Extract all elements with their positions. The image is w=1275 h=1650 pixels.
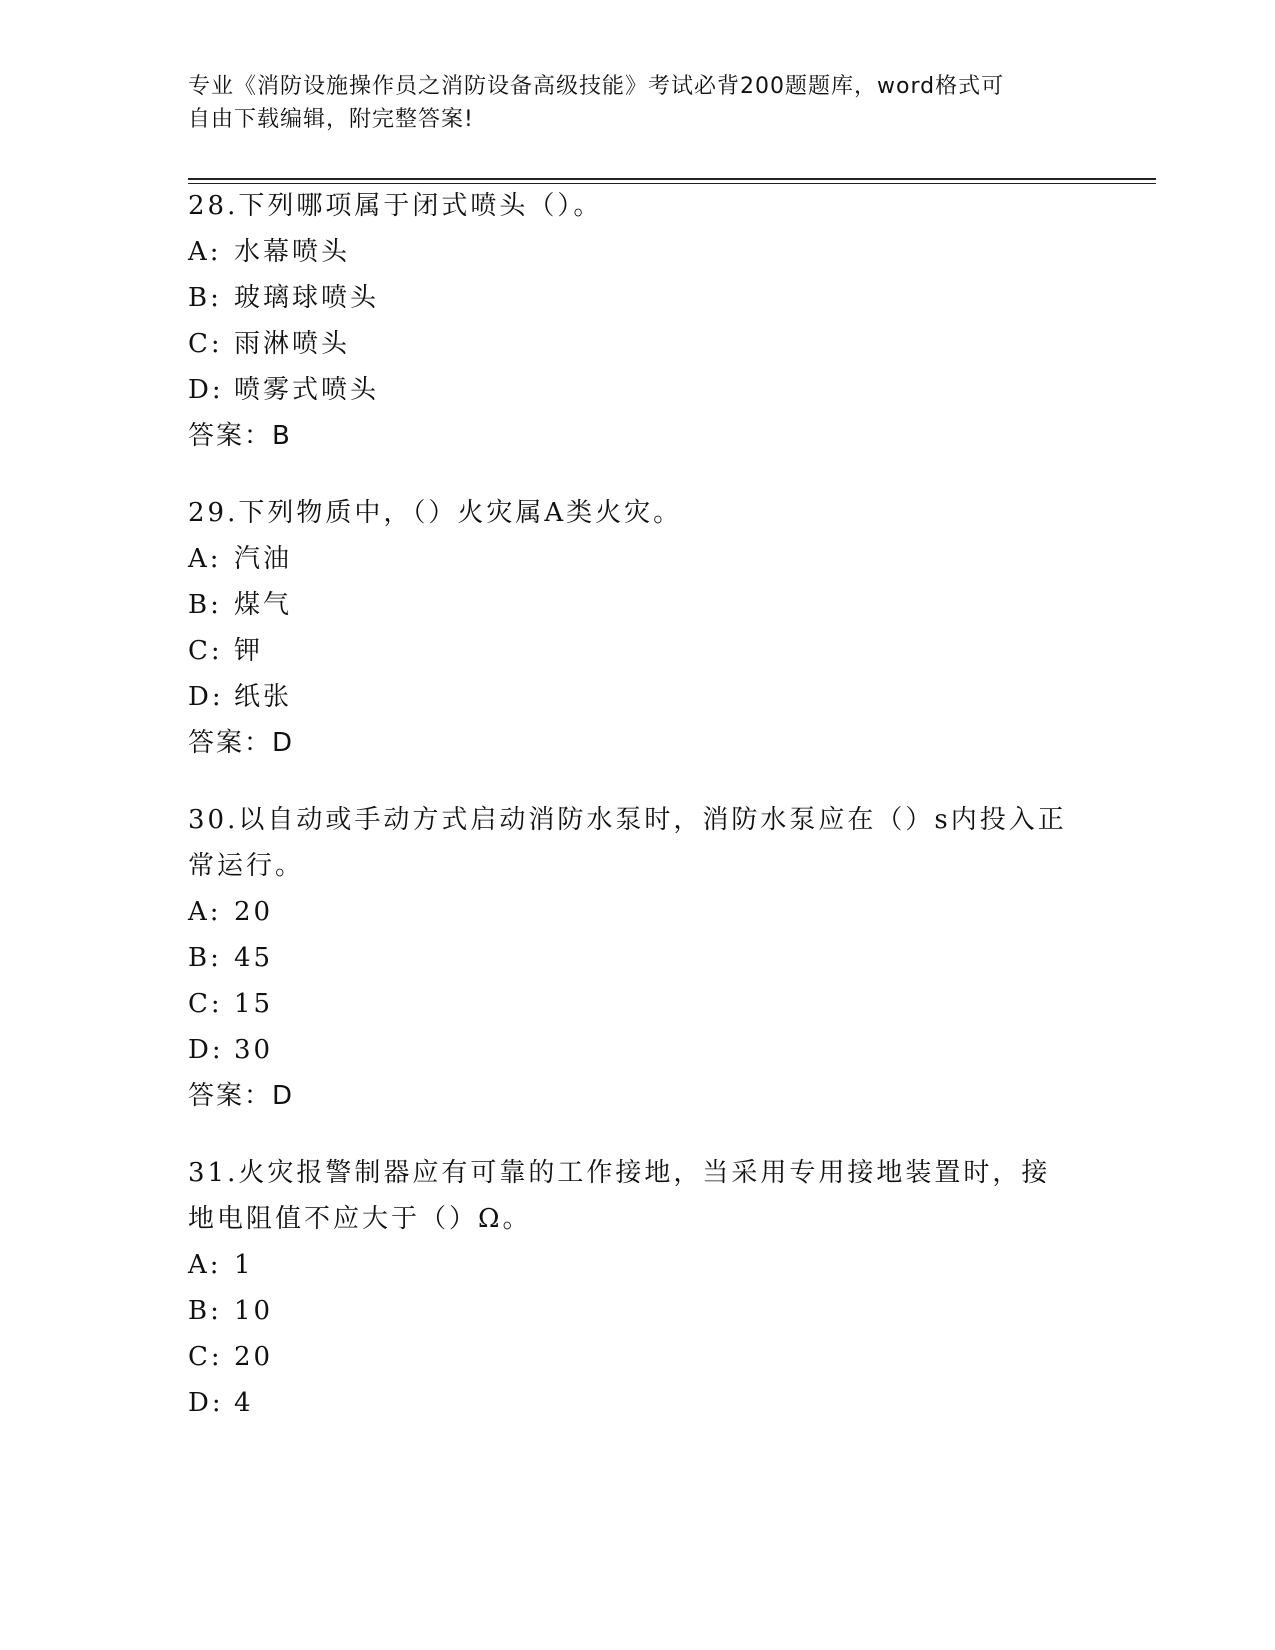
question-block-31 [188, 1150, 1068, 1426]
option-key: B: [188, 590, 222, 620]
question-block-29 [188, 490, 1068, 766]
option-d [188, 1380, 1068, 1426]
option-key: A: [188, 897, 222, 927]
option-text: 15 [234, 989, 274, 1019]
option-text: 20 [234, 1342, 274, 1372]
option-text: 喷雾式喷头 [234, 375, 380, 405]
question-text: 30.以自动或手动方式启动消防水泵时，消防水泵应在（）s内投入正常运行。 [188, 805, 1067, 881]
option-a [188, 1242, 1068, 1288]
option-text: 30 [234, 1035, 274, 1065]
option-b [188, 935, 1068, 981]
option-text: 4 [234, 1388, 254, 1418]
option-d [188, 1027, 1068, 1073]
option-key: C: [188, 989, 223, 1019]
option-text: 汽油 [234, 544, 293, 574]
option-key: A: [188, 544, 222, 574]
option-text: 玻璃球喷头 [234, 283, 380, 313]
option-text: 20 [234, 897, 274, 927]
option-b [188, 582, 1068, 628]
option-d [188, 367, 1068, 413]
answer-line: 答案：B [188, 421, 292, 451]
header-line-2: 自由下载编辑，附完整答案! [188, 107, 474, 132]
question-block-28 [188, 183, 1068, 459]
question-text: 28.下列哪项属于闭式喷头（）。 [188, 191, 603, 221]
header-rule-top [188, 178, 1156, 180]
option-key: D: [188, 1035, 224, 1065]
option-b [188, 275, 1068, 321]
question-block-30 [188, 797, 1068, 1119]
option-a [188, 229, 1068, 275]
option-key: D: [188, 682, 224, 712]
question-text: 29.下列物质中，（）火灾属A类火灾。 [188, 498, 683, 528]
answer-line: 答案：D [188, 1081, 295, 1111]
option-key: B: [188, 943, 222, 973]
option-text: 纸张 [234, 682, 293, 712]
option-key: D: [188, 375, 224, 405]
option-a [188, 889, 1068, 935]
option-key: A: [188, 237, 222, 267]
question-text: 31.火灾报警制器应有可靠的工作接地，当采用专用接地装置时，接地电阻值不应大于（）Ω。 [188, 1158, 1051, 1234]
option-c [188, 628, 1068, 674]
option-c [188, 321, 1068, 367]
option-text: 水幕喷头 [234, 237, 351, 267]
option-c [188, 1334, 1068, 1380]
option-text: 雨淋喷头 [234, 329, 351, 359]
option-d [188, 674, 1068, 720]
document-header [188, 70, 1068, 136]
option-text: 钾 [234, 636, 264, 666]
option-key: C: [188, 329, 223, 359]
option-text: 煤气 [234, 590, 293, 620]
option-c [188, 981, 1068, 1027]
option-text: 10 [234, 1296, 274, 1326]
option-key: B: [188, 1296, 222, 1326]
option-key: A: [188, 1250, 222, 1280]
answer-line: 答案：D [188, 728, 295, 758]
option-a [188, 536, 1068, 582]
option-key: C: [188, 636, 223, 666]
option-key: D: [188, 1388, 224, 1418]
option-key: C: [188, 1342, 223, 1372]
option-b [188, 1288, 1068, 1334]
header-line-1: 专业《消防设施操作员之消防设备高级技能》考试必背200题题库，word格式可 [188, 74, 1005, 99]
option-key: B: [188, 283, 222, 313]
option-text: 1 [234, 1250, 254, 1280]
option-text: 45 [234, 943, 274, 973]
